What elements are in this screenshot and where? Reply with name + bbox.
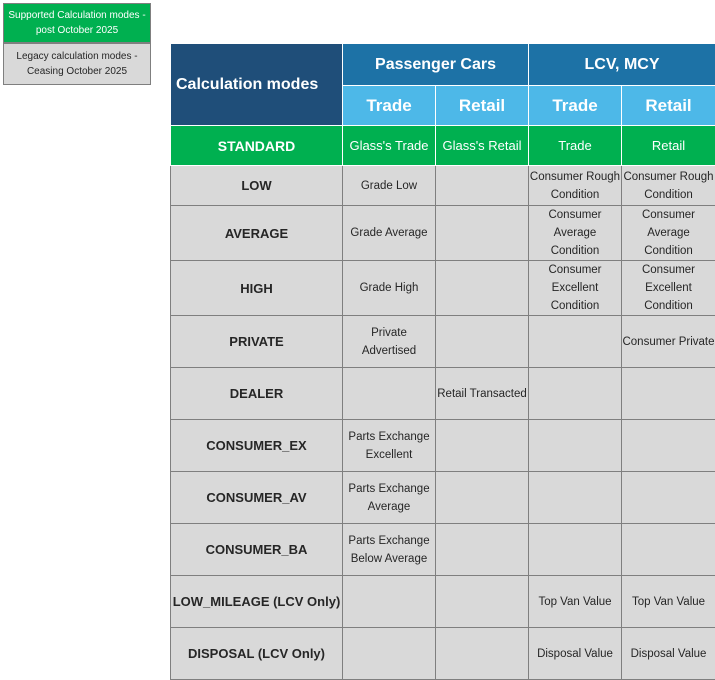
- lcv-retail-cell: [622, 368, 715, 420]
- cell-value: Consumer Average Condition: [529, 206, 621, 260]
- lcv-trade-cell: [529, 261, 622, 316]
- table-row: [171, 316, 715, 368]
- mode-name: STANDARD: [171, 138, 342, 154]
- mode-name-cell: [171, 420, 343, 472]
- passenger-retail-cell: [436, 576, 529, 628]
- cell-value: Trade: [529, 138, 621, 153]
- passenger-trade-cell: [343, 368, 436, 420]
- lcv-retail-cell: [622, 261, 715, 316]
- cell-value: Glass's Trade: [343, 138, 435, 153]
- passenger-trade-cell: [343, 316, 436, 368]
- header-lcv-trade: Trade: [529, 86, 622, 126]
- cell-value: Consumer Rough Condition: [529, 168, 621, 204]
- cell-value: Top Van Value: [622, 593, 715, 611]
- table-row: [171, 206, 715, 261]
- lcv-retail-cell: [622, 166, 715, 206]
- header-passenger-cars: Passenger Cars: [343, 44, 529, 86]
- legend-supported-label: Supported Calculation modes - post October 2025: [4, 8, 150, 38]
- table-row: [171, 368, 715, 420]
- table-row: [171, 261, 715, 316]
- passenger-trade-cell: [343, 206, 436, 261]
- mode-name: HIGH: [171, 279, 342, 298]
- mode-name: DEALER: [171, 384, 342, 403]
- mode-name: PRIVATE: [171, 332, 342, 351]
- lcv-retail-cell: [622, 420, 715, 472]
- table-row: [171, 126, 715, 166]
- lcv-retail-cell: [622, 126, 715, 166]
- mode-name-cell: [171, 206, 343, 261]
- cell-value: Consumer Excellent Condition: [622, 261, 715, 315]
- calculation-modes-table: [170, 43, 715, 680]
- cell-value: Parts Exchange Below Average: [343, 532, 435, 568]
- mode-name-cell: [171, 368, 343, 420]
- table-row: [171, 420, 715, 472]
- table-row: [171, 524, 715, 576]
- passenger-retail-cell: [436, 420, 529, 472]
- passenger-retail-cell: [436, 524, 529, 576]
- lcv-trade-cell: [529, 316, 622, 368]
- header-passenger-retail: Retail: [436, 86, 529, 126]
- cell-value: Grade Average: [343, 224, 435, 242]
- passenger-trade-cell: [343, 576, 436, 628]
- cell-value: Consumer Rough Condition: [622, 168, 715, 204]
- lcv-trade-cell: [529, 628, 622, 680]
- cell-value: Grade Low: [343, 177, 435, 195]
- passenger-trade-cell: [343, 261, 436, 316]
- cell-value: Private Advertised: [343, 324, 435, 360]
- cell-value: Grade High: [343, 279, 435, 297]
- mode-name-cell: [171, 261, 343, 316]
- passenger-retail-cell: [436, 368, 529, 420]
- lcv-trade-cell: [529, 126, 622, 166]
- cell-value: Consumer Average Condition: [622, 206, 715, 260]
- mode-name-cell: [171, 472, 343, 524]
- lcv-retail-cell: [622, 524, 715, 576]
- passenger-trade-cell: [343, 126, 436, 166]
- passenger-retail-cell: [436, 472, 529, 524]
- mode-name: AVERAGE: [171, 224, 342, 243]
- table-row: [171, 472, 715, 524]
- header-calculation-modes: Calculation modes: [171, 44, 343, 126]
- table-row: [171, 628, 715, 680]
- passenger-trade-cell: [343, 166, 436, 206]
- lcv-trade-cell: [529, 166, 622, 206]
- lcv-trade-cell: [529, 576, 622, 628]
- passenger-retail-cell: [436, 126, 529, 166]
- mode-name: LOW: [171, 176, 342, 195]
- passenger-trade-cell: [343, 524, 436, 576]
- mode-name-cell: [171, 316, 343, 368]
- legend-supported: [3, 3, 151, 43]
- lcv-trade-cell: [529, 420, 622, 472]
- cell-value: Disposal Value: [529, 645, 621, 663]
- table-row: [171, 166, 715, 206]
- legend-legacy-label: Legacy calculation modes - Ceasing October 2025: [4, 49, 150, 79]
- header-passenger-trade: Trade: [343, 86, 436, 126]
- mode-name: LOW_MILEAGE (LCV Only): [171, 592, 342, 611]
- cell-value: Parts Exchange Average: [343, 480, 435, 516]
- lcv-trade-cell: [529, 472, 622, 524]
- mode-name-cell: [171, 166, 343, 206]
- lcv-retail-cell: [622, 628, 715, 680]
- passenger-trade-cell: [343, 472, 436, 524]
- passenger-retail-cell: [436, 166, 529, 206]
- cell-value: Consumer Private: [622, 333, 715, 351]
- mode-name-cell: [171, 576, 343, 628]
- cell-value: Retail Transacted: [436, 385, 528, 403]
- lcv-retail-cell: [622, 206, 715, 261]
- mode-name-cell: [171, 126, 343, 166]
- lcv-trade-cell: [529, 368, 622, 420]
- cell-value: Parts Exchange Excellent: [343, 428, 435, 464]
- cell-value: Retail: [622, 138, 715, 153]
- lcv-retail-cell: [622, 472, 715, 524]
- mode-name-cell: [171, 628, 343, 680]
- header-lcv-retail: Retail: [622, 86, 715, 126]
- mode-name: DISPOSAL (LCV Only): [171, 644, 342, 663]
- lcv-trade-cell: [529, 206, 622, 261]
- mode-name-cell: [171, 524, 343, 576]
- lcv-trade-cell: [529, 524, 622, 576]
- header-lcv-mcy: LCV, MCY: [529, 44, 715, 86]
- passenger-retail-cell: [436, 206, 529, 261]
- passenger-retail-cell: [436, 628, 529, 680]
- cell-value: Glass's Retail: [436, 138, 528, 153]
- cell-value: Disposal Value: [622, 645, 715, 663]
- lcv-retail-cell: [622, 316, 715, 368]
- mode-name: CONSUMER_AV: [171, 488, 342, 507]
- table-row: [171, 576, 715, 628]
- mode-name: CONSUMER_BA: [171, 540, 342, 559]
- passenger-retail-cell: [436, 316, 529, 368]
- lcv-retail-cell: [622, 576, 715, 628]
- passenger-trade-cell: [343, 628, 436, 680]
- mode-name: CONSUMER_EX: [171, 436, 342, 455]
- passenger-retail-cell: [436, 261, 529, 316]
- legend-legacy: [3, 43, 151, 85]
- cell-value: Consumer Excellent Condition: [529, 261, 621, 315]
- cell-value: Top Van Value: [529, 593, 621, 611]
- passenger-trade-cell: [343, 420, 436, 472]
